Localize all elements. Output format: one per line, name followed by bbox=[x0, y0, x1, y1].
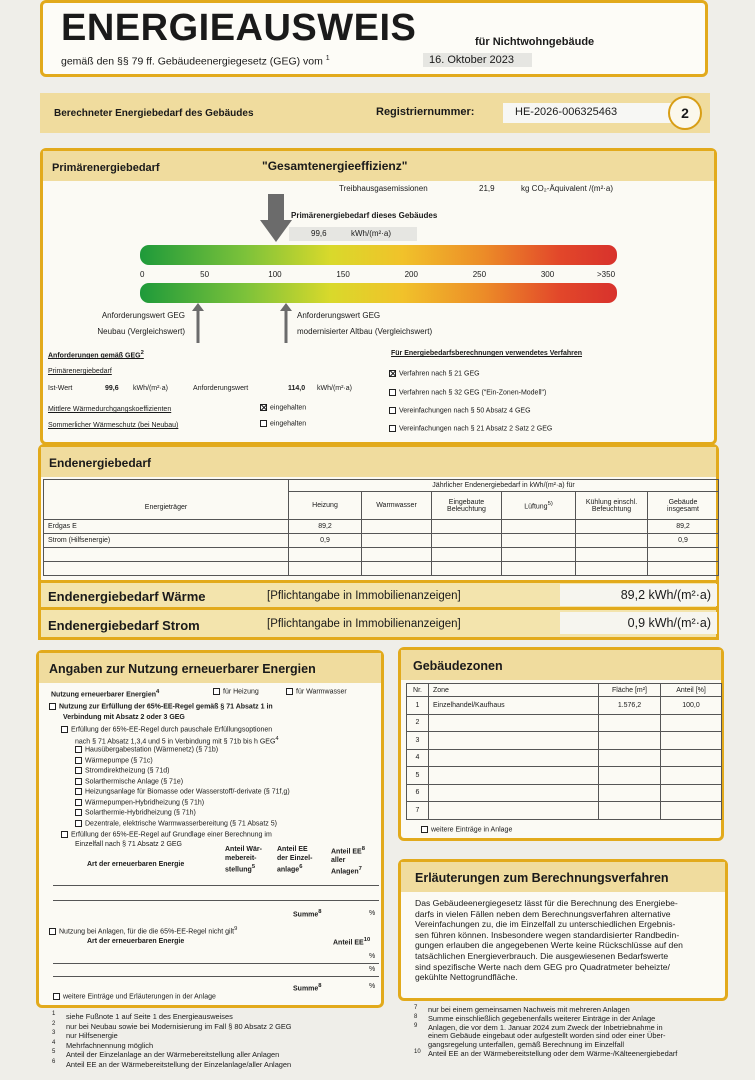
method-label-4: Vereinfachungen nach § 21 Absatz 2 Satz 2 GEG bbox=[399, 425, 553, 433]
table-row bbox=[44, 548, 719, 562]
zone-row bbox=[407, 784, 722, 802]
scale-tick-label: 250 bbox=[472, 270, 487, 279]
flat-rate-checkbox[interactable] bbox=[61, 726, 68, 733]
renewable-option[interactable] bbox=[75, 746, 290, 757]
zone-nr: 1 bbox=[407, 697, 429, 715]
method-checkbox-1[interactable] bbox=[389, 370, 396, 377]
non-ee-sup: 9 bbox=[234, 926, 238, 932]
zones-more-checkbox[interactable] bbox=[421, 826, 428, 833]
col-anteil-waerme-sup: 5 bbox=[251, 864, 256, 870]
explanation-line: sen führen können. Insbesondere wegen standardisierter Randbedin- bbox=[415, 929, 680, 940]
col-art: Art der erneuerbaren Energie bbox=[87, 861, 185, 868]
footnote-number: 9 bbox=[414, 1022, 418, 1029]
flat-rate-line2 bbox=[75, 736, 279, 745]
col-gesamt-l1: Gebäude bbox=[668, 498, 698, 506]
renewable-option-label: Wärmepumpe (§ 71c) bbox=[85, 756, 153, 764]
non-ee-checkbox[interactable] bbox=[49, 928, 56, 935]
zone-nr: 3 bbox=[407, 732, 429, 750]
sw-label: Sommerlicher Wärmeschutz (bei Neubau) bbox=[48, 422, 179, 429]
footnote-text: nur bei einem gemeinsamen Nachweis mit mehreren Anlagen bbox=[428, 1005, 630, 1014]
zones-col-zone: Zone bbox=[429, 684, 599, 697]
document-title: ENERGIEAUSWEIS bbox=[61, 7, 417, 49]
col-anteil-einzel-l3: anlage bbox=[277, 866, 300, 874]
ref-right-line2: modernisierter Altbau (Vergleichswert) bbox=[297, 327, 433, 336]
explanation-line: tatsächlichen Energieverbrauch. Die ausgewiesenen Bedarfswerte bbox=[415, 950, 669, 961]
renewable-option[interactable] bbox=[75, 809, 290, 820]
zones-heading: Gebäudezonen bbox=[413, 659, 503, 673]
col-art2: Art der erneuerbaren Energie bbox=[87, 938, 185, 945]
usage-heating-label: für Heizung bbox=[223, 688, 259, 696]
zone-row bbox=[407, 714, 722, 732]
method-checkbox-3[interactable] bbox=[389, 407, 396, 414]
calc-line2: Einzelfall nach § 71 Absatz 2 GEG bbox=[75, 841, 183, 848]
document-subtitle: für Nichtwohngebäude bbox=[475, 36, 595, 48]
zone-nr: 2 bbox=[407, 714, 429, 732]
renewables-section bbox=[36, 650, 384, 1008]
footnote bbox=[52, 1041, 382, 1051]
power-demand-value: 0,9 kWh/(m²·a) bbox=[560, 612, 717, 634]
renewable-option-checkbox[interactable] bbox=[75, 820, 82, 827]
zone-share bbox=[661, 767, 722, 785]
summe2 bbox=[293, 983, 322, 992]
building-zones-section bbox=[398, 647, 724, 841]
zone-row bbox=[407, 732, 722, 750]
demand-value-box bbox=[289, 227, 417, 241]
non-ee-option[interactable] bbox=[49, 926, 237, 935]
reference-arrow-new-building bbox=[191, 303, 205, 343]
demand-indicator-arrow bbox=[258, 194, 294, 244]
footnote-number: 4 bbox=[52, 1039, 56, 1046]
method-label-1: Verfahren nach § 21 GEG bbox=[399, 370, 480, 378]
energy-scale-bottom bbox=[140, 283, 617, 303]
renewable-option-label: Solarthermische Anlage (§ 71e) bbox=[85, 777, 184, 785]
col-anteil-alle-sup2: 7 bbox=[358, 866, 362, 873]
calc-checkbox[interactable] bbox=[61, 831, 68, 838]
col-lueftung bbox=[502, 492, 576, 520]
zone-name bbox=[429, 749, 599, 767]
explanation-header bbox=[401, 862, 725, 892]
footnote bbox=[52, 1050, 382, 1060]
entry-line bbox=[53, 885, 379, 886]
col-kuehlung-l1: Kühlung einschl. bbox=[585, 498, 638, 506]
scale-tick-label: 200 bbox=[404, 270, 418, 279]
mw-checkbox[interactable] bbox=[260, 404, 267, 411]
renewable-option-label: Stromdirektheizung (§ 71d) bbox=[85, 767, 170, 775]
summe1-pct: % bbox=[369, 910, 376, 917]
ghg-label: Treibhausgasemissionen bbox=[339, 184, 428, 193]
row2-traeger: Strom (Hilfsenergie) bbox=[44, 534, 289, 548]
footnote-text: gangsregelung unterfallen, gemäß Berechnung im Einzelfall bbox=[428, 1040, 624, 1050]
footnote bbox=[52, 1022, 382, 1032]
primary-energy-subheading: "Gesamtenergieeffizienz" bbox=[262, 159, 408, 173]
table-row bbox=[44, 520, 719, 534]
zone-share bbox=[661, 784, 722, 802]
zones-col-flaeche: Fläche [m²] bbox=[599, 684, 661, 697]
zone-share bbox=[661, 749, 722, 767]
ghg-value: 21,9 bbox=[479, 184, 495, 193]
energy-scale-top bbox=[140, 245, 617, 265]
footnote-text: Anteil der Einzelanlage an der Wärmebereitstellung aller Anlagen bbox=[66, 1050, 280, 1059]
ghg-unit: kg CO₂-Äquivalent /(m²·a) bbox=[521, 184, 614, 193]
zone-area bbox=[599, 732, 661, 750]
info-bar bbox=[40, 93, 710, 133]
usage-heating-checkbox[interactable] bbox=[213, 688, 220, 695]
renewable-option[interactable] bbox=[75, 799, 290, 810]
summe2-pct: % bbox=[369, 983, 376, 990]
options-list bbox=[75, 746, 290, 830]
heat-demand-note: [Pflichtangabe in Immobilienanzeigen] bbox=[267, 590, 461, 602]
ist-label: Ist-Wert bbox=[48, 385, 73, 392]
anf-unit: kWh/(m²·a) bbox=[317, 385, 352, 392]
footnote-text: nur Hilfsenergie bbox=[66, 1031, 118, 1040]
zone-area bbox=[599, 767, 661, 785]
method-checkbox-4[interactable] bbox=[389, 425, 396, 432]
mw-checkbox-row[interactable] bbox=[260, 404, 306, 411]
explanation-line: Das Gebäudeenergiegesetz lässt für die Berechnung des Energiebe- bbox=[415, 898, 678, 908]
col-anteil-einzel-l1: Anteil EE bbox=[277, 846, 308, 853]
method-option-1[interactable] bbox=[389, 370, 480, 377]
heat-demand-value: 89,2 kWh/(m²·a) bbox=[560, 584, 717, 606]
more-entries-checkbox[interactable] bbox=[53, 993, 60, 1000]
footnote-number: 2 bbox=[52, 1020, 56, 1027]
entry-line bbox=[53, 976, 379, 977]
more-entries-option[interactable] bbox=[53, 993, 216, 1000]
final-energy-heading: Endenergiebedarf bbox=[49, 456, 152, 470]
renewable-option-checkbox[interactable] bbox=[75, 809, 82, 816]
renewable-option-checkbox[interactable] bbox=[75, 778, 82, 785]
requirements-subheading: Primärenergiebedarf bbox=[48, 368, 112, 375]
renewable-option[interactable] bbox=[75, 757, 290, 768]
footnote-number: 10 bbox=[414, 1048, 421, 1055]
col-anteil-ee2-text: Anteil EE bbox=[333, 939, 364, 947]
col-lueftung-sup: 5) bbox=[547, 500, 553, 507]
zone-name bbox=[429, 714, 599, 732]
zones-col-nr: Nr. bbox=[407, 684, 429, 697]
summe1-sup: 8 bbox=[318, 909, 322, 915]
zone-row bbox=[407, 802, 722, 820]
renewable-option-label: Solarthermie-Hybridheizung (§ 71h) bbox=[85, 809, 196, 817]
scale-tick-label: 300 bbox=[540, 270, 555, 279]
power-demand-bar bbox=[38, 610, 719, 640]
renewable-option-checkbox[interactable] bbox=[75, 799, 82, 806]
renewable-option-label: Dezentrale, elektrische Warmwasserbereitung (§ 71 Absatz 5) bbox=[85, 819, 277, 827]
zones-header bbox=[401, 650, 721, 680]
requirements-heading bbox=[48, 350, 144, 359]
summe2-label: Summe bbox=[293, 985, 319, 993]
non-ee-label: Nutzung bei Anlagen, für die die 65%-EE-Regel nicht gilt bbox=[59, 928, 235, 936]
explanation-line: gekühlte Nettogrundfläche. bbox=[415, 972, 518, 983]
method-option-4[interactable] bbox=[389, 425, 552, 432]
zone-name bbox=[429, 767, 599, 785]
renewable-option-checkbox[interactable] bbox=[75, 767, 82, 774]
footnote-text: nur bei Neubau sowie bei Modernisierung im Fall § 80 Absatz 2 GEG bbox=[66, 1021, 292, 1031]
scale-tick-label: 0 bbox=[140, 270, 145, 279]
footnote bbox=[52, 1012, 382, 1022]
row1-traeger: Erdgas E bbox=[44, 520, 289, 534]
primary-energy-heading: Primärenergiebedarf bbox=[52, 162, 160, 174]
row2-gesamt: 0,9 bbox=[648, 534, 719, 548]
col-anteil-alle-l3: Anlagen bbox=[331, 868, 359, 876]
sw-state: eingehalten bbox=[270, 420, 307, 428]
zones-more-label: weitere Einträge in Anlage bbox=[431, 826, 513, 834]
ref-left-line2: Neubau (Vergleichswert) bbox=[97, 327, 185, 336]
footnote-text: Mehrfachnennung möglich bbox=[66, 1040, 154, 1050]
renewable-option-label: Hausübergabestation (Wärmenetz) (§ 71b) bbox=[85, 746, 219, 754]
footnote-text: siehe Fußnote 1 auf Seite 1 des Energieausweises bbox=[66, 1012, 233, 1021]
mw-label: Mittlere Wärmedurchgangskoeffizienten bbox=[48, 406, 172, 413]
scale-tick-label: >350 bbox=[597, 270, 616, 279]
footnote-number: 3 bbox=[52, 1030, 56, 1036]
law-footnote: 1 bbox=[325, 55, 330, 62]
heat-demand-bar bbox=[38, 580, 719, 610]
table-row bbox=[44, 534, 719, 548]
col-kuehlung-l2: Befeuchtung bbox=[591, 505, 632, 513]
usage-hotwater-checkbox[interactable] bbox=[286, 688, 293, 695]
footnote bbox=[52, 1060, 382, 1070]
col-energietraeger: Energieträger bbox=[44, 480, 289, 520]
method-label-3: Vereinfachungen nach § 50 Absatz 4 GEG bbox=[399, 407, 531, 415]
calc-line1: Erfüllung der 65%-EE-Regel auf Grundlage einer Berechnung im bbox=[71, 831, 272, 839]
explanation-line: darfs in vielen Fällen neben dem Berechnungsverfahren alternative bbox=[415, 908, 671, 919]
col-anteil-einzel-sup: 6 bbox=[299, 864, 303, 870]
document-header bbox=[40, 0, 708, 77]
zones-more-option[interactable] bbox=[421, 826, 512, 833]
zone-area bbox=[599, 802, 661, 820]
row2-heizung: 0,9 bbox=[289, 534, 362, 548]
calc-option[interactable] bbox=[61, 831, 272, 838]
method-label-2: Verfahren nach § 32 GEG ("Ein-Zonen-Modell") bbox=[399, 389, 547, 397]
footnote bbox=[414, 1050, 734, 1059]
zones-col-anteil: Anteil [%] bbox=[661, 684, 722, 697]
zone-area bbox=[599, 749, 661, 767]
explanation-heading: Erläuterungen zum Berechnungsverfahren bbox=[415, 871, 669, 885]
zone-share bbox=[661, 802, 722, 820]
renewable-option[interactable] bbox=[75, 767, 290, 778]
footnote bbox=[52, 1031, 382, 1041]
renewable-option-checkbox[interactable] bbox=[75, 788, 82, 795]
footnote-number: 5 bbox=[52, 1049, 56, 1055]
zone-nr: 7 bbox=[407, 802, 429, 820]
footnote-text: einem Gebäude eingebaut oder aufgestellt worden sind oder einer Über- bbox=[428, 1031, 666, 1041]
registration-label: Registriernummer: bbox=[376, 106, 475, 118]
ref-right-line1: Anforderungswert GEG bbox=[297, 311, 381, 320]
zone-share bbox=[661, 732, 722, 750]
renewable-option-checkbox[interactable] bbox=[75, 757, 82, 764]
primary-energy-header bbox=[43, 151, 714, 181]
law-text: gemäß den §§ 79 ff. Gebäudeenergiegesetz (GEG) vom bbox=[61, 55, 323, 68]
registration-number: HE-2026-006325463 bbox=[503, 103, 675, 123]
demand-unit: kWh/(m²·a) bbox=[351, 229, 391, 238]
explanation-line: gungen erlauben die angegebenen Werte keine Rückschlüsse auf den bbox=[415, 940, 683, 951]
anf-value: 114,0 bbox=[288, 385, 306, 392]
flat-rate-option[interactable] bbox=[61, 726, 272, 733]
col-anteil-alle bbox=[331, 845, 365, 877]
footnotes-left bbox=[52, 1012, 382, 1069]
col-anteil-waerme-l3: stellung bbox=[225, 866, 252, 874]
law-reference bbox=[61, 55, 330, 68]
row1-gesamt: 89,2 bbox=[648, 520, 719, 534]
pct2a: % bbox=[369, 953, 376, 960]
scale-tick-label: 50 bbox=[200, 270, 210, 279]
method-heading: Für Energiebedarfsberechnungen verwendetes Verfahren bbox=[391, 350, 583, 357]
col-anteil-waerme bbox=[225, 845, 262, 874]
renewable-option[interactable] bbox=[75, 788, 290, 799]
footnote-text: Summe einschließlich gegebenenfalls weiterer Einträge in der Anlage bbox=[428, 1013, 656, 1023]
page-number-badge: 2 bbox=[668, 96, 702, 130]
explanation-line: Vereinfachungen zu, die im Einzelfall zu unterschiedlichen Ergebnis- bbox=[415, 919, 676, 930]
col-beleuchtung-l2: Beleuchtung bbox=[447, 505, 486, 513]
anf-label: Anforderungswert bbox=[193, 385, 249, 392]
zone-name bbox=[429, 732, 599, 750]
renewable-option-label: Heizungsanlage für Biomasse oder Wasserstoff/-derivate (§ 71f,g) bbox=[85, 788, 290, 796]
method-option-2[interactable] bbox=[389, 389, 546, 396]
footnote-number: 1 bbox=[52, 1011, 56, 1017]
col-kuehlung bbox=[576, 492, 648, 520]
sw-checkbox[interactable] bbox=[260, 420, 267, 427]
col-anteil-ee2 bbox=[333, 937, 370, 946]
flat-rate-line2-sup: 4 bbox=[275, 736, 279, 742]
reference-arrow-modernised bbox=[279, 303, 293, 343]
zone-area bbox=[599, 714, 661, 732]
scale-tick-label: 100 bbox=[268, 270, 282, 279]
usage-hotwater-option[interactable] bbox=[286, 688, 347, 695]
col-anteil-einzel bbox=[277, 845, 312, 874]
zone-nr: 6 bbox=[407, 784, 429, 802]
footnote-text: Anteil EE an der Wärmebereitstellung oder dem Wärme-/Kälteenergiebedarf bbox=[428, 1048, 678, 1058]
mw-state: eingehalten bbox=[270, 404, 307, 412]
requirements-heading-sup: 2 bbox=[140, 350, 144, 356]
sw-checkbox-row[interactable] bbox=[260, 420, 306, 427]
zones-table bbox=[406, 683, 722, 820]
renewable-option[interactable] bbox=[75, 820, 290, 831]
heat-demand-label: Endenergiebedarf Wärme bbox=[48, 589, 206, 604]
zone-area bbox=[599, 784, 661, 802]
renewables-heading: Angaben zur Nutzung erneuerbarer Energien bbox=[49, 662, 316, 676]
col-beleuchtung-l1: Eingebaute bbox=[448, 498, 485, 506]
final-energy-header bbox=[41, 447, 716, 477]
footnote-text: Anlagen, die vor dem 1. Januar 2024 zum Zweck der Inbetriebnahme in bbox=[428, 1022, 663, 1032]
zone-nr: 5 bbox=[407, 767, 429, 785]
row1-heizung: 89,2 bbox=[289, 520, 362, 534]
ist-value: 99,6 bbox=[105, 385, 119, 392]
footnote-text: Anteil EE an der Wärmebereitstellung der Einzelanlage/aller Anlagen bbox=[66, 1059, 292, 1069]
col-beleuchtung bbox=[432, 492, 502, 520]
more-entries-label: weitere Einträge und Erläuterungen in der Anlage bbox=[63, 993, 216, 1001]
renewables-usage-sup: 4 bbox=[156, 689, 160, 695]
power-demand-note: [Pflichtangabe in Immobilienanzeigen] bbox=[267, 618, 461, 630]
method-option-3[interactable] bbox=[389, 407, 531, 414]
ee-rule-checkbox[interactable] bbox=[49, 703, 56, 710]
ref-left-line1: Anforderungswert GEG bbox=[101, 311, 185, 320]
pct2b: % bbox=[369, 966, 376, 973]
col-gesamt bbox=[648, 492, 719, 520]
zone-name bbox=[429, 784, 599, 802]
entry-line bbox=[53, 900, 379, 901]
zone-nr: 4 bbox=[407, 749, 429, 767]
col-anteil-alle-l1: Anteil EE bbox=[331, 848, 362, 856]
col-anteil-waerme-l1: Anteil Wär- bbox=[225, 846, 262, 853]
explanation-line: sind spezifische Werte nach dem GEG pro Quadratmeter beheizte/ bbox=[415, 961, 670, 972]
zone-row bbox=[407, 697, 722, 715]
col-anteil-alle-l2: aller bbox=[331, 857, 346, 865]
scale-tick-labels bbox=[140, 270, 617, 282]
final-energy-table bbox=[43, 479, 719, 576]
col-anteil-waerme-l2: mebereit- bbox=[225, 855, 257, 862]
renewables-header bbox=[39, 653, 381, 683]
renewable-option-label: Wärmepumpen-Hybridheizung (§ 71h) bbox=[85, 798, 205, 806]
demand-label: Primärenergiebedarf dieses Gebäudes bbox=[291, 211, 438, 220]
law-date: 16. Oktober 2023 bbox=[423, 53, 532, 67]
usage-hotwater-label: für Warmwasser bbox=[296, 688, 347, 696]
zone-row bbox=[407, 767, 722, 785]
zone-name bbox=[429, 802, 599, 820]
demand-value: 99,6 bbox=[311, 229, 327, 238]
summe1 bbox=[293, 909, 322, 918]
renewables-usage-label: Nutzung erneuerbarer Energien bbox=[51, 691, 157, 699]
ee-rule-option[interactable] bbox=[49, 703, 273, 710]
summe1-label: Summe bbox=[293, 911, 319, 919]
col-group-header: Jährlicher Endenergiebedarf in kWh/(m²·a) für bbox=[289, 480, 719, 492]
footnotes-right bbox=[414, 1006, 734, 1059]
renewables-usage bbox=[51, 689, 159, 698]
power-demand-label: Endenergiebedarf Strom bbox=[48, 618, 200, 633]
zone-area: 1.576,2 bbox=[599, 697, 661, 715]
col-heizung: Heizung bbox=[289, 492, 362, 520]
zone-row bbox=[407, 749, 722, 767]
usage-heating-option[interactable] bbox=[213, 688, 259, 695]
table-row bbox=[44, 562, 719, 576]
zone-share bbox=[661, 714, 722, 732]
final-energy-section bbox=[38, 444, 719, 585]
explanation-text bbox=[415, 898, 683, 983]
renewable-option[interactable] bbox=[75, 778, 290, 789]
flat-rate-line2-text: nach § 71 Absatz 1,3,4 und 5 in Verbindung mit § 71b bis h GEG bbox=[75, 738, 276, 746]
col-anteil-einzel-l2: der Einzel- bbox=[277, 855, 313, 862]
primary-energy-section bbox=[40, 148, 717, 445]
col-gesamt-l2: insgesamt bbox=[667, 505, 699, 513]
ee-rule-line1: Nutzung zur Erfüllung der 65%-EE-Regel gemäß § 71 Absatz 1 in bbox=[59, 703, 273, 711]
col-warmwasser: Warmwasser bbox=[362, 492, 432, 520]
explanation-section bbox=[398, 859, 728, 1001]
zone-share: 100,0 bbox=[661, 697, 722, 715]
flat-rate-line1: Erfüllung der 65%-EE-Regel durch pauschale Erfüllungsoptionen bbox=[71, 726, 273, 734]
scale-tick-label: 150 bbox=[336, 270, 350, 279]
col-anteil-ee2-sup: 10 bbox=[363, 937, 371, 943]
zone-name: Einzelhandel/Kaufhaus bbox=[429, 697, 599, 715]
ist-unit: kWh/(m²·a) bbox=[133, 385, 168, 392]
footnote-number: 7 bbox=[414, 1005, 418, 1011]
ee-rule-line2: Verbindung mit Absatz 2 oder 3 GEG bbox=[63, 714, 185, 721]
info-bar-label: Berechneter Energiebedarf des Gebäudes bbox=[54, 108, 254, 119]
col-lueftung-text: Lüftung bbox=[524, 503, 548, 511]
footnote-number: 8 bbox=[414, 1013, 418, 1020]
requirements-heading-text: Anforderungen gemäß GEG bbox=[48, 352, 141, 360]
col-anteil-alle-sup: 8 bbox=[361, 846, 365, 852]
entry-line bbox=[53, 963, 379, 964]
renewable-option-checkbox[interactable] bbox=[75, 746, 82, 753]
footnote-number: 6 bbox=[52, 1058, 56, 1065]
summe2-sup: 8 bbox=[318, 983, 322, 989]
method-checkbox-2[interactable] bbox=[389, 389, 396, 396]
